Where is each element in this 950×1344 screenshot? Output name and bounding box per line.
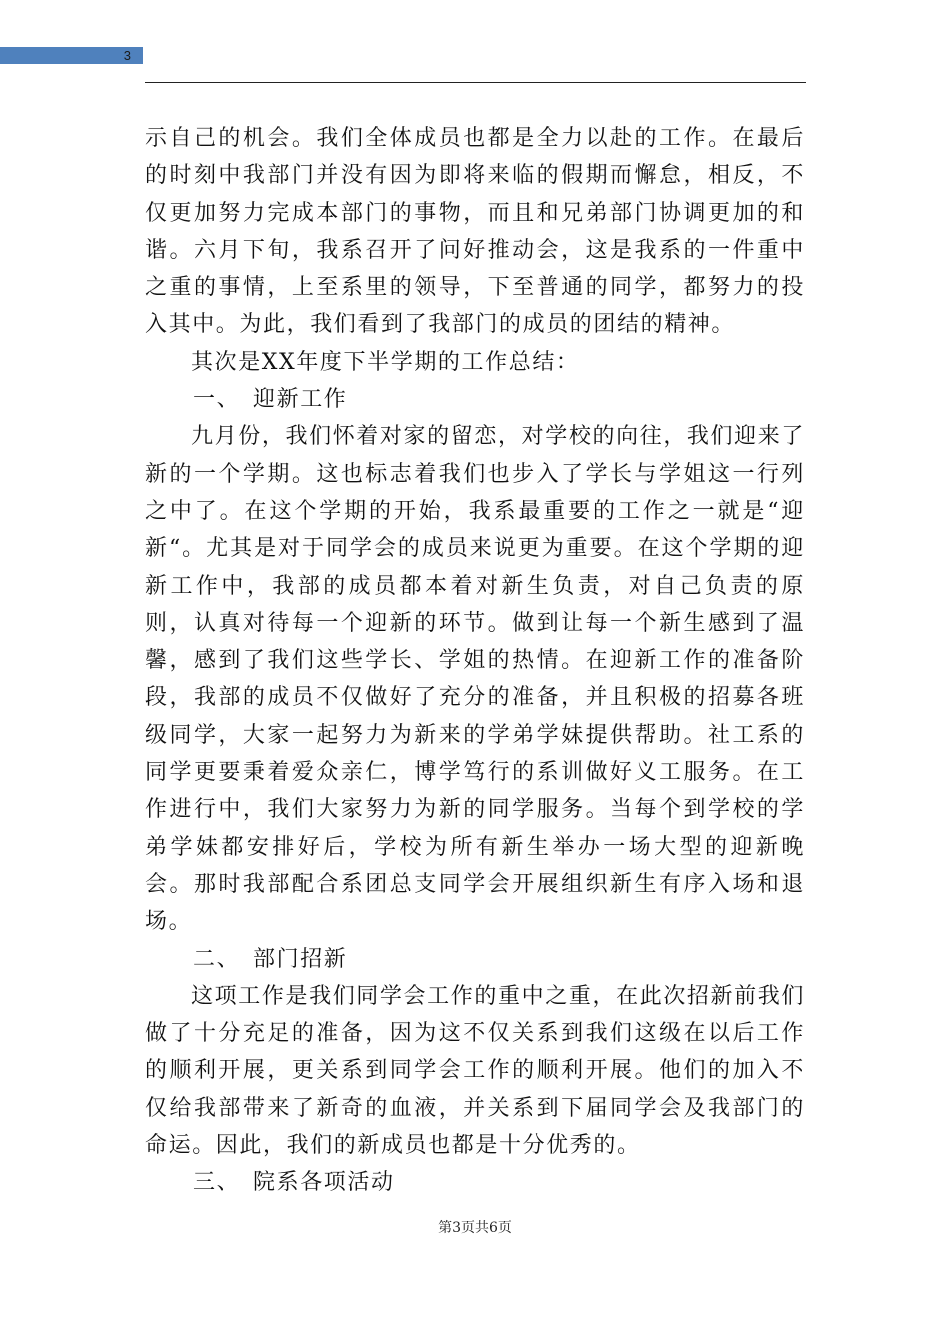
page-tab-number: 3 <box>123 48 131 63</box>
section-number: 二、 <box>193 946 241 972</box>
section-title: 迎新工作 <box>253 387 348 413</box>
section-heading-1 <box>145 381 805 418</box>
paragraph-welcome-work: 九月份，我们怀着对家的留恋，对学校的向往，我们迎来了新的一个学期。这也标志着我们也步入了学长与学姐这一行列之中了。在这个学期的开始，我系最重要的工作之一就是“迎新“。尤其是对于同学会的成员来说更为重要。在这个学期的迎新工作中，我部的成员都本着对新生负责，对自己负责的原则，认真对待每一个迎新的环节。做到让每一个新生感到了温馨，感到了我们这些学长、学姐的热情。在迎新工作的准备阶段，我部的成员不仅做好了充分的准备，并且积极的招募各班级同学，大家一起努力为新来的学弟学妹提供帮助。社工系的同学更要秉着爱众亲仁，博学笃行的系训做好义工服务。在工作进行中，我们大家努力为新的同学服务。当每个到学校的学弟学妹都安排好后，学校为所有新生举办一场大型的迎新晚会。那时我部配合系团总支同学会开展组织新生有序入场和退场。 <box>145 424 805 935</box>
paragraph-intro-second-half: 其次是XX年度下半学期的工作总结： <box>191 349 580 375</box>
header-rule <box>145 82 806 83</box>
section-number: 一、 <box>193 387 241 413</box>
paragraph-recruitment: 这项工作是我们同学会工作的重中之重，在此次招新前我们做了十分充足的准备，因为这不仅关系到我们这级在以后工作的顺利开展，更关系到同学会工作的顺利开展。他们的加入不仅给我部带来了新奇的血液，并关系到下届同学会及我部门的命运。因此，我们的新成员也都是十分优秀的。 <box>145 983 805 1159</box>
page-footer: 第3页共6页 <box>438 1220 512 1236</box>
document-body <box>145 120 805 1202</box>
section-number: 三、 <box>193 1170 241 1196</box>
section-heading-2 <box>145 941 805 978</box>
section-title: 院系各项活动 <box>253 1170 395 1196</box>
paragraph-continuation: 示自己的机会。我们全体成员也都是全力以赴的工作。在最后的时刻中我部门并没有因为即将来临的假期而懈怠，相反，不仅更加努力完成本部门的事物，而且和兄弟部门协调更加的和谐。六月下旬，我系召开了问好推动会，这是我系的一件重中之重的事情，上至系里的领导，下至普通的同学，都努力的投入其中。为此，我们看到了我部门的成员的团结的精神。 <box>145 126 805 338</box>
section-title: 部门招新 <box>253 946 348 972</box>
section-heading-3 <box>145 1164 805 1201</box>
page-number-tab <box>0 47 143 64</box>
